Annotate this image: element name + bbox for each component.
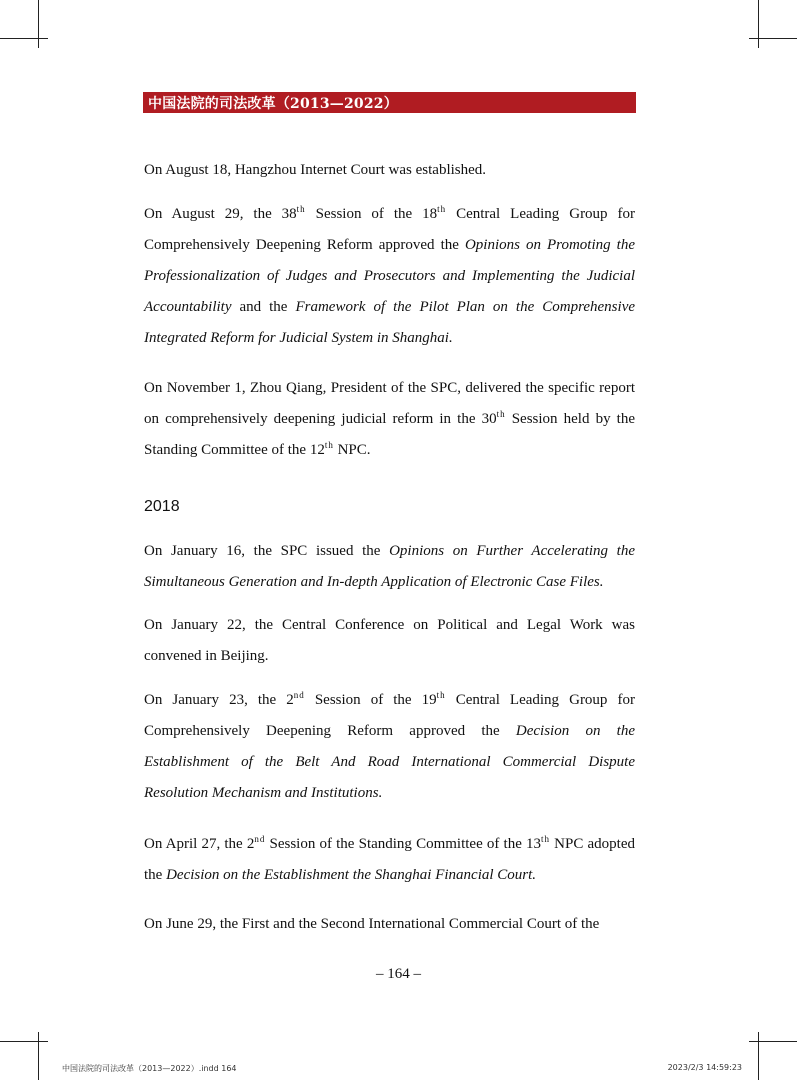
- crop-mark: [38, 0, 39, 48]
- year-heading: 2018: [144, 498, 180, 515]
- paragraph-aug-29: On August 29, the 38th Session of the 18th Central Leading Group for Comprehensively Deepening Reform approved the Opinions on Promoting the Professionalization of Judges and Prosecutors and Implementing the Judicial Accountability and the Framework of the Pilot Plan on the Comprehensive Integrated Reform for Judicial System in Shanghai.: [144, 204, 636, 346]
- paragraph-jan-22: On January 22, the Central Conference on Political and Legal Work was convened in Beijing.: [144, 617, 635, 664]
- crop-mark: [749, 1041, 797, 1042]
- paragraph-jun-29: On June 29, the First and the Second International Commercial Court of the: [144, 916, 600, 932]
- crop-mark: [0, 1041, 48, 1042]
- paragraph-apr-27: On April 27, the 2nd Session of the Standing Committee of the 13th NPC adopted the Decision on the Establishment the Shanghai Financial Court.: [144, 834, 635, 883]
- paragraph-jan-23: On January 23, the 2nd Session of the 19th Central Leading Group for Comprehensively Deepening Reform approved the Decision on the Establishment of the Belt And Road International Commercial Dispute Resolution Mechanism and Institutions.: [144, 690, 635, 801]
- footer-timestamp: 2023/2/3 14:59:23: [667, 1063, 742, 1072]
- crop-mark: [758, 0, 759, 48]
- running-header-title: 中国法院的司法改革（2013—2022）: [148, 96, 398, 112]
- crop-mark: [758, 1032, 759, 1080]
- paragraph-jan-16: On January 16, the SPC issued the Opinions on Further Accelerating the Simultaneous Generation and In-depth Application of Electronic Case Files.: [144, 543, 636, 590]
- paragraph-nov-1: On November 1, Zhou Qiang, President of the SPC, delivered the specific report on comprehensively deepening judicial reform in the 30th Session held by the Standing Committee of the 12th NPC.: [144, 380, 635, 458]
- running-header: [143, 92, 636, 113]
- paragraph-aug-18: On August 18, Hangzhou Internet Court was established.: [144, 162, 487, 178]
- footer-file-name: 中国法院的司法改革（2013—2022）.indd 164: [62, 1064, 237, 1073]
- crop-mark: [749, 38, 797, 39]
- crop-mark: [0, 38, 48, 39]
- page-number: – 164 –: [376, 966, 421, 982]
- crop-mark: [38, 1032, 39, 1080]
